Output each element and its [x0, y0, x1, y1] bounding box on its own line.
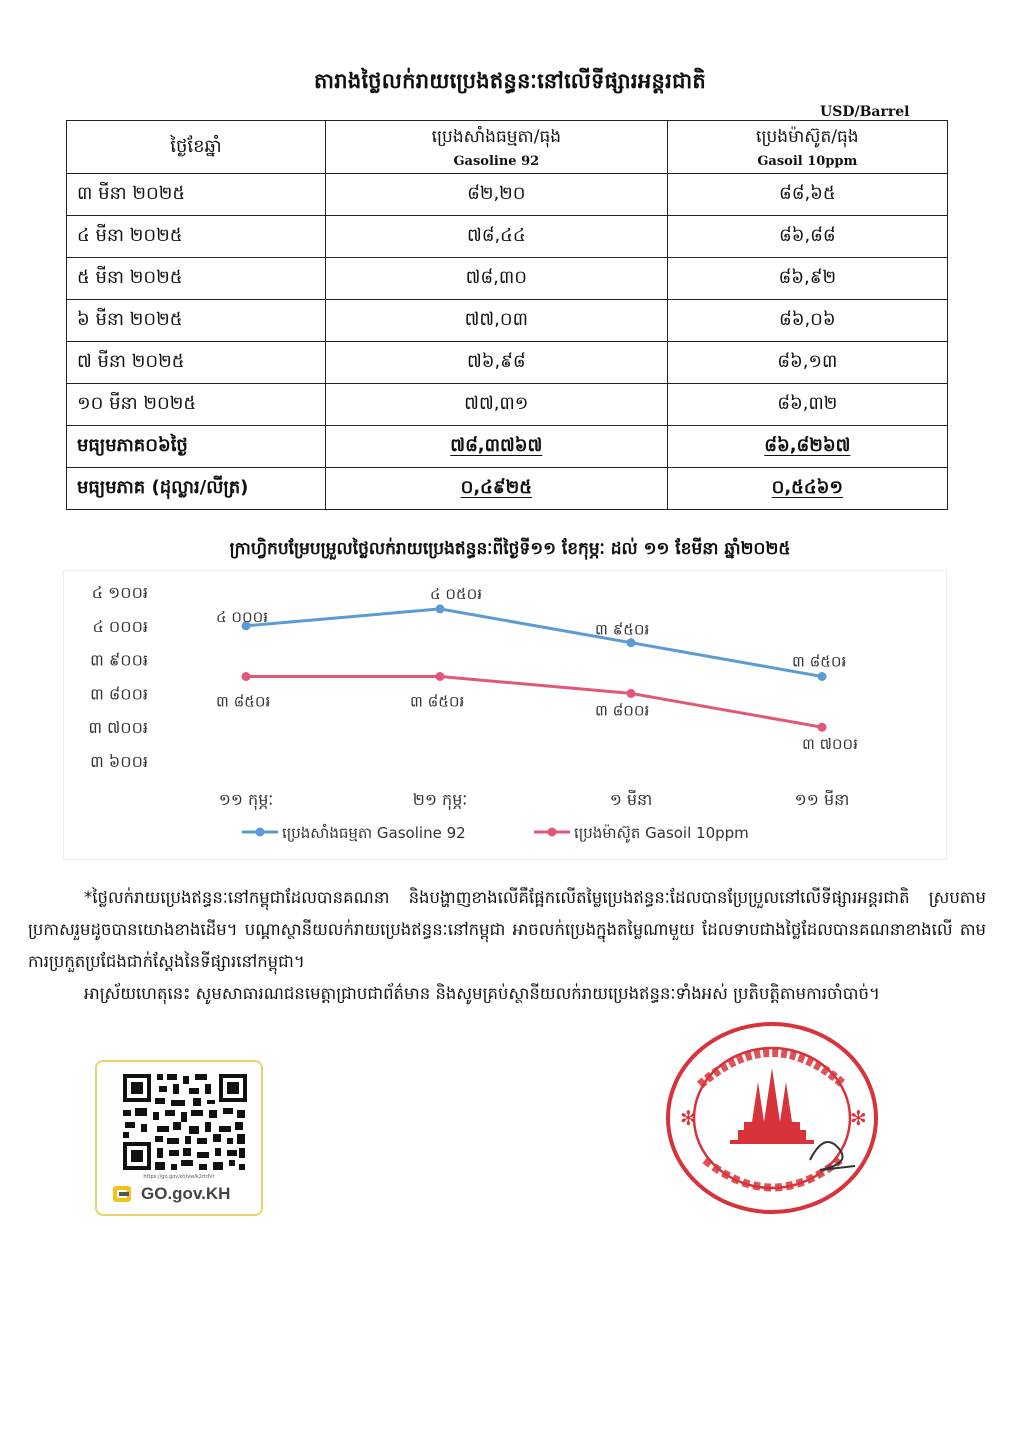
data-point: [818, 723, 827, 732]
table-row: [67, 342, 948, 384]
cell-date: ៦ មីនា ២០២៥: [67, 300, 326, 342]
data-point: [436, 672, 445, 681]
summary-gasoline: ៧៨,៣៧៦៧: [326, 426, 668, 468]
data-point: [627, 689, 636, 698]
cell-gasoil: ៨៦,៨៨: [667, 216, 947, 258]
y-tick-label: ៣ ៧០០៛: [88, 718, 148, 738]
summary-gasoil: ០,៥៤៦១: [667, 468, 947, 510]
data-label: ៣ ៩៥០៛: [595, 620, 650, 639]
header-gasoil-km: ប្រេងម៉ាស៊ូត/ធុង: [756, 126, 859, 147]
cell-gasoline: ៧៧,៣១: [326, 384, 668, 426]
cell-gasoline: ៧៨,៤៤: [326, 216, 668, 258]
x-tick-label: ១១ កុម្ភៈ: [218, 790, 274, 809]
unit-label: USD/Barrel: [820, 104, 910, 120]
series-line: [246, 609, 822, 677]
note-paragraph-2: អាស្រ័យហេតុនេះ សូមសាធារណជនមេត្តាជ្រាបជាព័ត៌មាន និងសូមគ្រប់ស្ថានីយលក់រាយប្រេងឥន្ធនៈទាំងអស់ ប្រតិបត្តិតាមការចាំបាច់។: [84, 984, 880, 1003]
cell-date: ៣ មីនា ២០២៥: [67, 174, 326, 216]
cell-gasoline: ៧៦,៩៨: [326, 342, 668, 384]
cell-gasoil: ៨៨,៦៥: [667, 174, 947, 216]
cell-date: ១០ មីនា ២០២៥: [67, 384, 326, 426]
header-gasoline-en: Gasoline 92: [453, 153, 540, 169]
cell-gasoline: ៧៧,០៣: [326, 300, 668, 342]
data-label: ៣ ៨៥០៛: [792, 652, 847, 671]
svg-text:✻: ✻: [680, 1106, 697, 1130]
qr-code[interactable]: [109, 1070, 249, 1174]
summary-row-average-per-litre: [67, 468, 948, 510]
go-logo-text: GO.gov.KH: [141, 1184, 231, 1203]
table-row: [67, 258, 948, 300]
y-tick-label: ៤ ០០០៛: [92, 616, 148, 636]
go-logo-icon: [111, 1182, 135, 1206]
legend-label: ប្រេងសាំងធម្មតា Gasoline 92: [282, 824, 466, 842]
data-label: ៤ ០៥០៛: [430, 584, 483, 603]
header-date: ថ្ងៃខែឆ្នាំ: [67, 121, 326, 174]
y-tick-label: ៣ ៨០០៛: [90, 684, 148, 704]
qr-url[interactable]: https://go.gov.kh/vw/k2rtdVr: [143, 1174, 215, 1180]
cell-gasoil: ៨៦,៩២: [667, 258, 947, 300]
cell-gasoil: ៨៦,៣២: [667, 384, 947, 426]
cell-date: ៥ មីនា ២០២៥: [67, 258, 326, 300]
qr-card[interactable]: [95, 1060, 263, 1216]
svg-text:✻: ✻: [850, 1106, 867, 1130]
cell-gasoline: ៨២,២០: [326, 174, 668, 216]
x-tick-label: ២១ កុម្ភៈ: [412, 790, 468, 809]
data-point: [818, 672, 827, 681]
data-label: ៣ ៨៥០៛: [410, 692, 465, 711]
go-gov-kh-logo: [111, 1182, 251, 1206]
notes: [28, 882, 986, 1010]
y-tick-label: ៣ ៩០០៛: [90, 650, 148, 670]
cell-gasoil: ៨៦,០៦: [667, 300, 947, 342]
legend-label: ប្រេងម៉ាស៊ូត Gasoil 10ppm: [574, 824, 749, 842]
cell-date: ៤ មីនា ២០២៥: [67, 216, 326, 258]
y-tick-label: ៣ ៦០០៛: [90, 752, 148, 771]
x-tick-label: ១១ មីនា: [794, 790, 850, 809]
series-line: [246, 677, 822, 728]
chart-svg: [64, 571, 946, 859]
chart-title: ក្រាហ្វិកបម្រែបម្រួលថ្លៃលក់រាយប្រេងឥន្ធនៈពីថ្ងៃទី១១ ខែកុម្ភៈ ដល់ ១១ ខែមីនា ឆ្នាំ២០២៥: [229, 539, 791, 559]
data-point: [242, 672, 251, 681]
official-seal-icon: [660, 1010, 890, 1220]
legend-marker: [548, 828, 557, 837]
header-gasoil-en: Gasoil 10ppm: [757, 153, 858, 169]
price-table: [66, 120, 948, 510]
table-row: [67, 300, 948, 342]
cell-gasoline: ៧៨,៣០: [326, 258, 668, 300]
data-label: ៣ ៧០០៛: [802, 735, 858, 754]
price-chart: [63, 570, 947, 860]
summary-label: មធ្យមភាគ០៦ថ្ងៃ: [67, 426, 326, 468]
data-point: [627, 638, 636, 647]
data-label: ៣ ៨០០៛: [595, 701, 650, 720]
x-tick-label: ១ មីនា: [609, 790, 653, 809]
table-header-row: [67, 121, 948, 174]
header-gasoline: [326, 121, 668, 174]
header-gasoline-km: ប្រេងសាំងធម្មតា/ធុង: [431, 126, 562, 147]
cell-date: ៧ មីនា ២០២៥: [67, 342, 326, 384]
table-row: [67, 384, 948, 426]
header-gasoil: [667, 121, 947, 174]
summary-gasoil: ៨៦,៨២៦៧: [667, 426, 947, 468]
cell-gasoil: ៨៦,១៣: [667, 342, 947, 384]
y-tick-label: ៤ ១០០៛: [91, 583, 148, 602]
data-point: [436, 604, 445, 613]
document-title: តារាងថ្លៃលក់រាយប្រេងឥន្ធនៈនៅលើទីផ្សារអន្តរជាតិ: [313, 69, 707, 93]
summary-row-average-6-days: [67, 426, 948, 468]
summary-label: មធ្យមភាគ (ដុល្លារ/លីត្រ): [67, 468, 326, 510]
data-label: ៣ ៨៥០៛: [216, 692, 271, 711]
table-row: [67, 216, 948, 258]
summary-gasoline: ០,៤៩២៥: [326, 468, 668, 510]
note-paragraph-1: *ថ្លៃលក់រាយប្រេងឥន្ធនៈនៅកម្ពុជាដែលបានគណនា និងបង្ហាញខាងលើគឺផ្អែកលើតម្លៃប្រេងឥន្ធនៈដែលបានប្រែប្រួលនៅលើទីផ្សារអន្តរជាតិ ស្របតាមប្រកាសរួមដូចបានយោងខាងដើម។ បណ្តាស្ថានីយលក់រាយប្រេងឥន្ធនៈនៅកម្ពុជា អាចលក់ប្រេងក្នុងតម្លៃណាមួយ ដែលទាបជាងថ្លៃដែលបានគណនាខាងលើ តាមការប្រកួតប្រជែងជាក់ស្តែងនៃទីផ្សារនៅកម្ពុជា។: [28, 888, 986, 971]
data-label: ៤ ០០០៛: [216, 607, 269, 626]
table-row: [67, 174, 948, 216]
legend-marker: [256, 828, 265, 837]
